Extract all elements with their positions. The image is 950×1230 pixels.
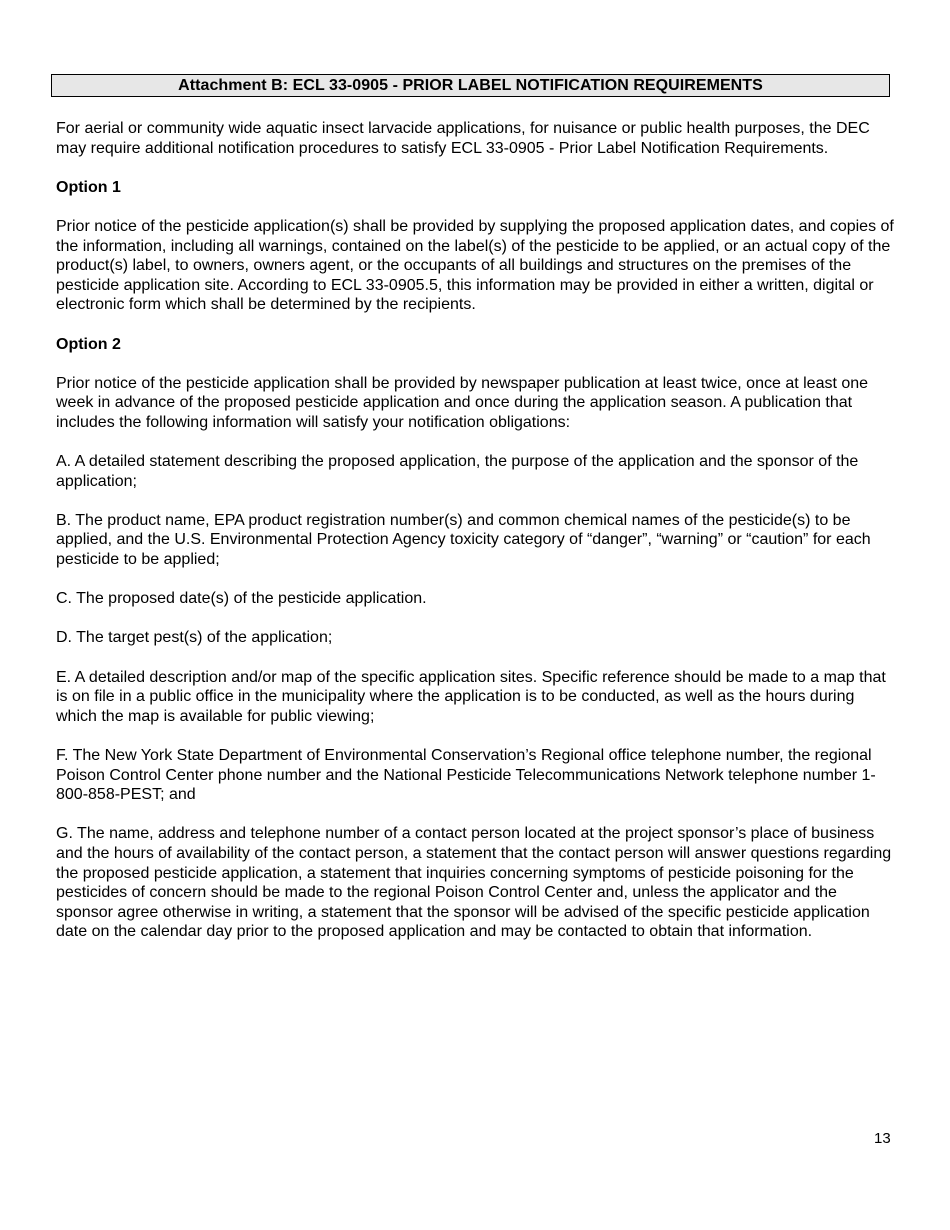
option-1-heading: Option 1 <box>56 178 121 196</box>
document-body <box>56 119 898 962</box>
option-1-paragraph: Prior notice of the pesticide application(s) shall be provided by supplying the proposed application dates, and copies of the information, including all warnings, contained on the label(s) of the pesticide to be applied, or an actual copy of the product(s) label, to owners, owners agent, or the occupants of all buildings and structures on the premises of the pesticide application site. According to ECL 33-0905.5, this information may be provided in either a written, digital or electronic form which shall be determined by the recipients. <box>56 217 894 314</box>
requirement-item-c: C. The proposed date(s) of the pesticide application. <box>56 590 427 608</box>
requirement-item-g: G. The name, address and telephone number of a contact person located at the project sponsor’s place of business and the hours of availability of the contact person, a statement that the contact person will answer questions regarding the proposed pesticide application, a statement that inquiries concerning symptoms of pesticide poisoning for the pesticides of concern should be made to the regional Poison Control Center and, unless the applicator and the sponsor agree otherwise in writing, a statement that the sponsor will be advised of the specific pesticide application date on the calendar day prior to the proposed application and may be contacted to obtain that information. <box>56 825 892 941</box>
intro-paragraph: For aerial or community wide aquatic insect larvacide applications, for nuisance or public health purposes, the DEC may require additional notification procedures to satisfy ECL 33-0905 - Prior Label Notification Requirements. <box>56 120 870 157</box>
attachment-title: Attachment B: ECL 33-0905 - PRIOR LABEL NOTIFICATION REQUIREMENTS <box>51 74 890 97</box>
option-2-paragraph: Prior notice of the pesticide application shall be provided by newspaper publication at least twice, once at least one week in advance of the proposed pesticide application and once during the application season. A publication that includes the following information will satisfy your notification obligations: <box>56 374 869 431</box>
option-2-heading: Option 2 <box>56 335 121 353</box>
requirement-item-a: A. A detailed statement describing the proposed application, the purpose of the application and the sponsor of the application; <box>56 453 859 490</box>
requirement-item-b: B. The product name, EPA product registration number(s) and common chemical names of the pesticide(s) to be applied, and the U.S. Environmental Protection Agency toxicity category of “danger”, “warning” or “caution” for each pesticide to be applied; <box>56 511 871 569</box>
requirement-item-f: F. The New York State Department of Environmental Conservation’s Regional office telephone number, the regional Poison Control Center phone number and the National Pesticide Telecommunications Network telephone number 1-800-858-PEST; and <box>56 747 876 804</box>
requirement-item-d: D. The target pest(s) of the application; <box>56 629 333 647</box>
page-number: 13 <box>874 1130 891 1147</box>
requirement-item-e: E. A detailed description and/or map of the specific application sites. Specific reference should be made to a map that is on file in a public office in the municipality where the application is to be conducted, as well as the hours during which the map is available for public viewing; <box>56 668 886 725</box>
